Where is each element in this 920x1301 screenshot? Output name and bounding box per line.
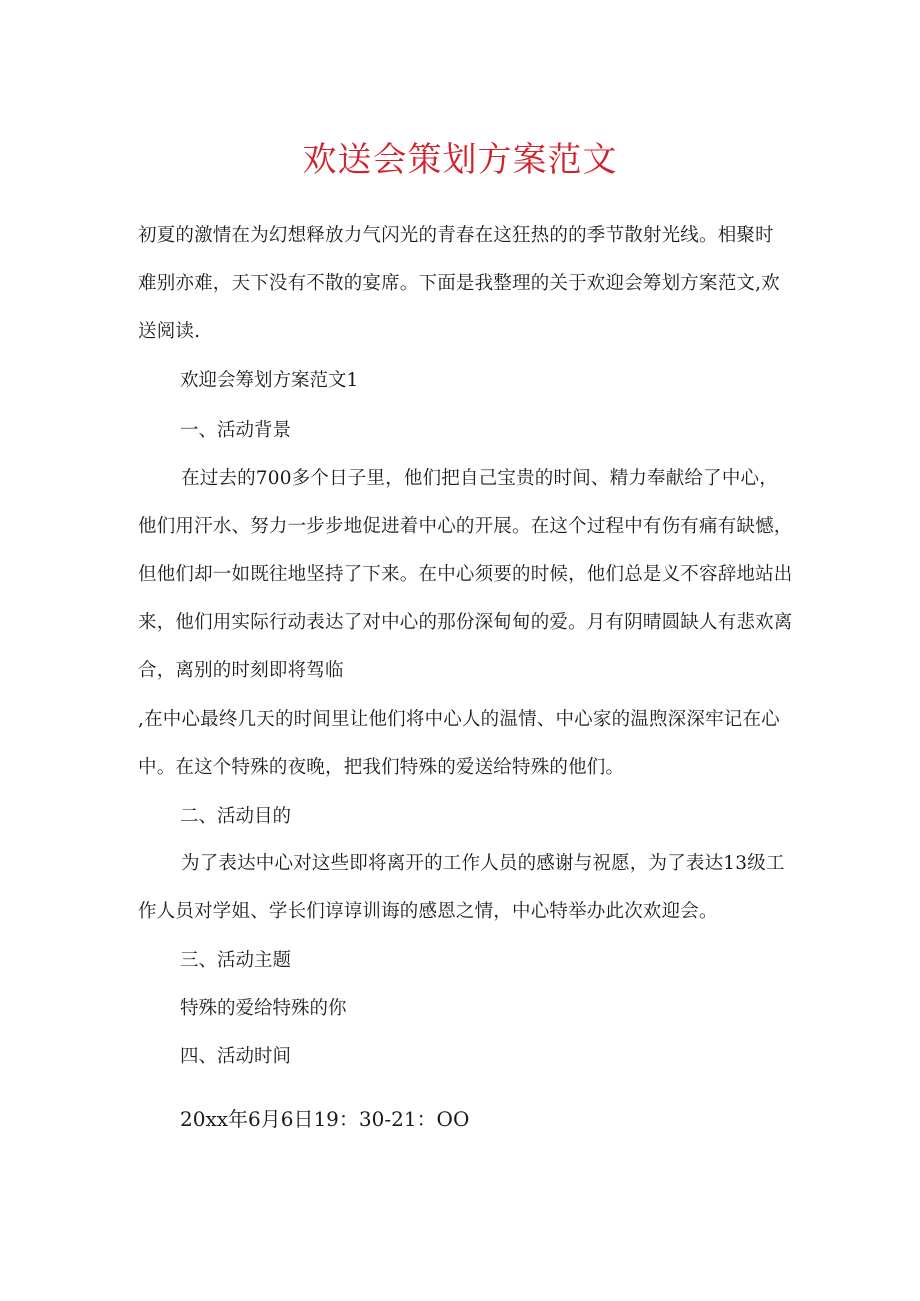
section-heading-theme: 三、活动主题 xyxy=(180,950,292,971)
background-paragraph: 在过去的700多个日子里，他们把自己宝贵的时间、精力奉献给了中心，他们用汗水、努力一步步地促进着中心的开展。在这个过程中有伤有痛有缺憾，但他们却一如既往地坚持了下来。在中心须要的时候，他们总是义不容辞地站出来，他们用实际行动表达了对中心的那份深甸甸的爱。月有阴晴圆缺人有悲欢离合，离别的时刻即将驾临 xyxy=(138,468,793,681)
section-heading-purpose: 二、活动目的 xyxy=(180,806,292,827)
theme-text: 特殊的爱给特殊的你 xyxy=(180,998,347,1019)
event-time-text: 20xx年6月6日19：30-21：OO xyxy=(180,1107,470,1131)
background-paragraph-continued: ,在中心最终几天的时间里让他们将中心人的温情、中心家的温煦深深牢记在心中。在这个特殊的夜晚，把我们特殊的爱送给特殊的他们。 xyxy=(138,709,780,778)
document-title: 欢送会策划方案范文 xyxy=(302,140,618,180)
document-subtitle: 欢迎会筹划方案范文1 xyxy=(180,370,359,391)
intro-paragraph: 初夏的激情在为幻想释放力气闪光的青春在这狂热的的季节散射光线。相聚时难别亦难，天下没有不散的宴席。下面是我整理的关于欢迎会筹划方案范文,欢送阅读. xyxy=(138,225,780,342)
purpose-paragraph: 为了表达中心对这些即将离开的工作人员的感谢与祝愿，为了表达13级工作人员对学姐、学长们谆谆训诲的感恩之情，中心特举办此次欢迎会。 xyxy=(138,853,785,922)
section-heading-time: 四、活动时间 xyxy=(180,1046,292,1067)
section-heading-background: 一、活动背景 xyxy=(180,420,292,441)
